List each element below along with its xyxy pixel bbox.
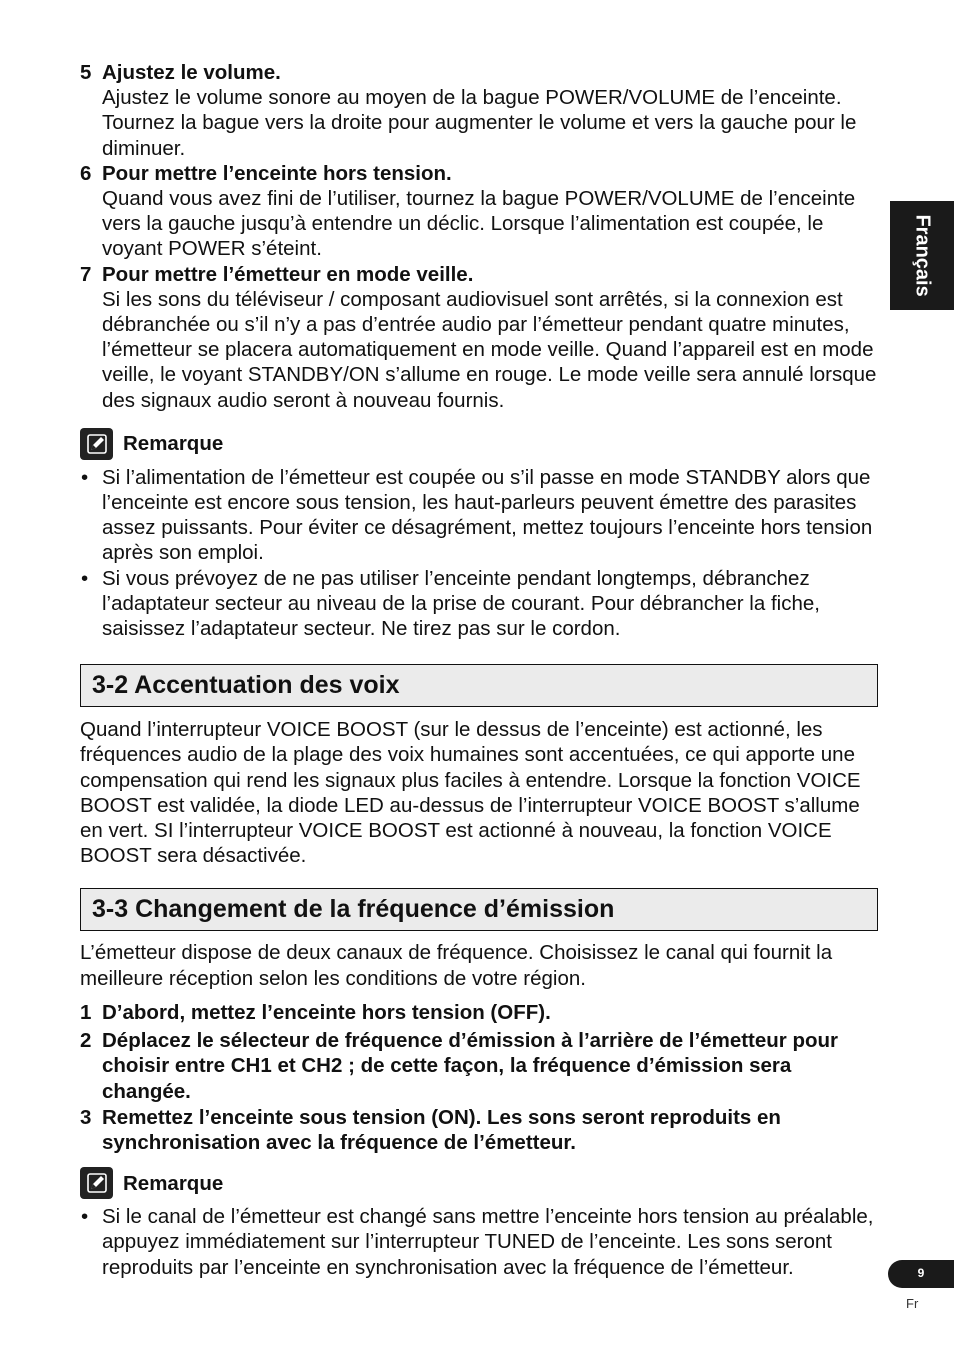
step-text: Si les sons du téléviseur / composant audiovisuel sont arrêtés, si la connexion est débranchée ou s’il n’y a pas d’entrée audio par l’émetteur pendant quatre minutes, l’émetteur se placera automatiquement en mode veille. Quand l’appareil est en mode veille, le voyant STANDBY/ON s’allume en rouge. Le mode veille sera annulé lorsque des signaux audio seront à nouveau fournis. (102, 287, 877, 412)
step-text: Remettez l’enceinte sous tension (ON). Les sons seront reproduits en synchronisation avec la fréquence de l’émetteur. (102, 1105, 781, 1154)
language-side-tab (890, 201, 954, 310)
list-item: • Si vous prévoyez de ne pas utiliser l’enceinte pendant longtemps, débranchez l’adaptateur secteur au niveau de la prise de courant. Pour débrancher la fiche, saisissez l’adaptateur secteur. Ne tirez pas sur le cordon. (81, 566, 820, 641)
step-number: 3 (80, 1105, 92, 1129)
step-title: Ajustez le volume. (102, 61, 281, 84)
step-text: Quand vous avez fini de l’utiliser, tournez la bague POWER/VOLUME de l’enceinte vers la gauche jusqu’à entendre un déclic. Lorsque l’alimentation est coupée, le voyant POWER s’éteint. (102, 187, 856, 261)
note-label: Remarque (123, 1171, 224, 1195)
pencil-note-icon (80, 1167, 113, 1199)
note-bullets (80, 1204, 880, 1280)
steps-top (80, 60, 880, 413)
step-title: Pour mettre l’enceinte hors tension. (102, 161, 452, 185)
step-6 (80, 161, 880, 262)
note-heading (80, 428, 880, 460)
page-content (80, 60, 880, 1280)
step-number: 6 (80, 161, 92, 185)
step-text: Ajustez le volume sonore au moyen de la bague POWER/VOLUME de l’enceinte. Tournez la bague vers la droite pour augmenter le volume et vers la gauche pour le diminuer. (102, 86, 857, 160)
step-3 (80, 1105, 880, 1155)
note-label: Remarque (123, 432, 224, 456)
step-2 (80, 1028, 880, 1104)
step-text: Déplacez le sélecteur de fréquence d’émission à l’arrière de l’émetteur pour choisir entre CH1 et CH2 ; de cette façon, la fréquence d’émission sera changée. (102, 1029, 839, 1103)
section-heading-3-3 (80, 888, 878, 931)
note-heading (80, 1167, 880, 1199)
step-text: D’abord, mettez l’enceinte hors tension (OFF). (102, 1000, 551, 1024)
step-number: 5 (80, 61, 92, 84)
bullet-text: Si vous prévoyez de ne pas utiliser l’enceinte pendant longtemps, débranchez l’adaptateur secteur au niveau de la prise de courant. Pour débrancher la fiche, saisissez l’adaptateur secteur. Ne tirez pas sur le cordon. (102, 566, 820, 641)
step-number: 2 (80, 1029, 92, 1053)
section-title: 3-2 Accentuation des voix (92, 671, 400, 700)
step-7 (80, 262, 880, 413)
page-language-code: Fr (906, 1296, 919, 1311)
step-number: 1 (80, 1000, 92, 1024)
step-number: 7 (80, 262, 92, 286)
page-number: 9 (917, 1266, 925, 1281)
step-title: Pour mettre l’émetteur en mode veille. (102, 262, 474, 286)
steps-3-3 (80, 1000, 880, 1155)
section-title: 3-3 Changement de la fréquence d’émission (92, 895, 615, 924)
list-item: • Si l’alimentation de l’émetteur est coupée ou s’il passe en mode STANDBY alors que l’enceinte est encore sous tension, les haut-parleurs peuvent émettre des parasites assez puissants. Pour éviter ce désagrément, mettez toujours l’enceinte hors tension après son emploi. (81, 465, 873, 565)
section-3-3-text: L’émetteur dispose de deux canaux de fréquence. Choisissez le canal qui fournit la meilleure réception selon les conditions de votre région. (80, 941, 833, 990)
section-3-2-text: Quand l’interrupteur VOICE BOOST (sur le dessus de l’enceinte) est actionné, les fréquences audio de la plage des voix humaines sont accentuées, ce qui apporte une compensation qui rend les signaux plus faciles à entendre. Lorsque la fonction VOICE BOOST est validée, la diode LED au-dessus de l’interrupteur VOICE BOOST s’allume en vert. SI l’interrupteur VOICE BOOST est actionné à nouveau, la fonction VOICE BOOST sera désactivée. (80, 718, 861, 868)
page-number-badge (888, 1260, 954, 1288)
pencil-note-icon (80, 428, 113, 460)
step-1 (80, 1000, 880, 1025)
note-bullets (80, 465, 880, 641)
bullet-text: Si l’alimentation de l’émetteur est coupée ou s’il passe en mode STANDBY alors que l’enceinte est encore sous tension, les haut-parleurs peuvent émettre des parasites assez puissants. Pour éviter ce désagrément, mettez toujours l’enceinte hors tension après son emploi. (102, 465, 873, 565)
list-item: • Si le canal de l’émetteur est changé sans mettre l’enceinte hors tension au préalable, appuyez immédiatement sur l’interrupteur TUNED de l’enceinte. Les sons seront reproduits par l’enceinte en synchronisation avec la fréquence de l’émetteur. (81, 1205, 874, 1279)
bullet-text: Si le canal de l’émetteur est changé sans mettre l’enceinte hors tension au préalable, appuyez immédiatement sur l’interrupteur TUNED de l’enceinte. Les sons seront reproduits par l’enceinte en synchronisation avec la fréquence de l’émetteur. (102, 1205, 874, 1279)
step-5 (80, 60, 880, 161)
section-heading-3-2 (80, 664, 878, 707)
language-label: Français (911, 214, 934, 297)
